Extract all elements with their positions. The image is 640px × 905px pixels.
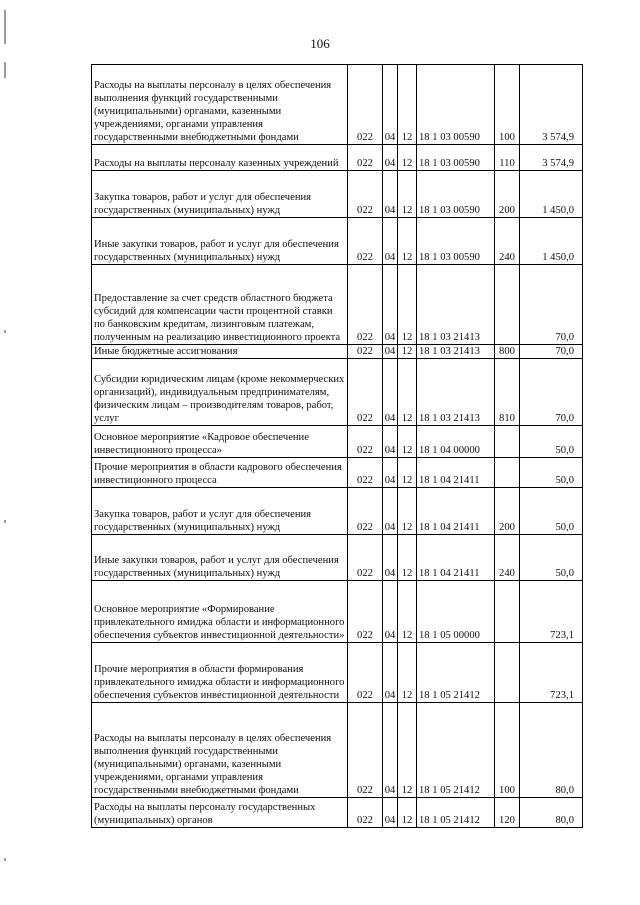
section-code-cell: 04	[383, 581, 398, 643]
amount-cell: 80,0	[520, 703, 583, 798]
ministry-code-cell: 022	[348, 345, 383, 359]
table-row	[92, 218, 583, 265]
section-code-cell: 04	[383, 265, 398, 345]
expenditure-name-cell: Прочие мероприятия в области формирования привлекательного имиджа области и информационного обеспечения субъектов инвестиционной деятельности	[92, 643, 348, 703]
expense-type-cell: 800	[495, 345, 520, 359]
amount-cell: 80,0	[520, 798, 583, 828]
subsection-code-cell: 12	[398, 265, 417, 345]
subsection-code-cell: 12	[398, 65, 417, 145]
expense-type-cell	[495, 458, 520, 488]
ministry-code-cell: 022	[348, 65, 383, 145]
amount-cell: 50,0	[520, 488, 583, 535]
expenditure-name-cell: Основное мероприятие «Кадровое обеспечение инвестиционного процесса»	[92, 426, 348, 458]
subsection-code-cell: 12	[398, 359, 417, 426]
target-article-cell: 18 1 05 00000	[417, 581, 495, 643]
expense-type-cell: 110	[495, 145, 520, 171]
target-article-cell: 18 1 04 21411	[417, 535, 495, 581]
subsection-code-cell: 12	[398, 703, 417, 798]
subsection-code-cell: 12	[398, 798, 417, 828]
expenditure-name-cell: Иные бюджетные ассигнования	[92, 345, 348, 359]
section-code-cell: 04	[383, 703, 398, 798]
ministry-code-cell: 022	[348, 535, 383, 581]
table-row	[92, 535, 583, 581]
section-code-cell: 04	[383, 798, 398, 828]
expenditure-name-cell: Предоставление за счет средств областного бюджета субсидий для компенсации части процентной ставки по банковским кредитам, лизинговым платежам, полученным на реализацию инвестиционного проекта	[92, 265, 348, 345]
section-code-cell: 04	[383, 218, 398, 265]
section-code-cell: 04	[383, 65, 398, 145]
section-code-cell: 04	[383, 458, 398, 488]
expenditure-name-cell: Закупка товаров, работ и услуг для обеспечения государственных (муниципальных) нужд	[92, 171, 348, 218]
ministry-code-cell: 022	[348, 458, 383, 488]
expense-type-cell: 100	[495, 65, 520, 145]
ministry-code-cell: 022	[348, 359, 383, 426]
budget-expenditure-table	[91, 64, 583, 828]
subsection-code-cell: 12	[398, 581, 417, 643]
ministry-code-cell: 022	[348, 643, 383, 703]
ministry-code-cell: 022	[348, 703, 383, 798]
table-row	[92, 703, 583, 798]
subsection-code-cell: 12	[398, 171, 417, 218]
amount-cell: 70,0	[520, 265, 583, 345]
subsection-code-cell: 12	[398, 218, 417, 265]
subsection-code-cell: 12	[398, 345, 417, 359]
scan-edge-marks	[4, 0, 10, 905]
ministry-code-cell: 022	[348, 581, 383, 643]
expenditure-name-cell: Расходы на выплаты персоналу государственных (муниципальных) органов	[92, 798, 348, 828]
expenditure-name-cell: Расходы на выплаты персоналу в целях обеспечения выполнения функций государственными (муниципальными) органами, казенными учреждениями, органами управления государственными внебюджетными фондами	[92, 65, 348, 145]
target-article-cell: 18 1 05 21412	[417, 798, 495, 828]
section-code-cell: 04	[383, 359, 398, 426]
target-article-cell: 18 1 04 21411	[417, 488, 495, 535]
amount-cell: 1 450,0	[520, 171, 583, 218]
table-body	[92, 65, 583, 828]
table-row	[92, 581, 583, 643]
expense-type-cell: 100	[495, 703, 520, 798]
amount-cell: 50,0	[520, 458, 583, 488]
ministry-code-cell: 022	[348, 265, 383, 345]
section-code-cell: 04	[383, 488, 398, 535]
table-row	[92, 345, 583, 359]
target-article-cell: 18 1 05 21412	[417, 643, 495, 703]
ministry-code-cell: 022	[348, 218, 383, 265]
table-row	[92, 265, 583, 345]
expenditure-name-cell: Закупка товаров, работ и услуг для обеспечения государственных (муниципальных) нужд	[92, 488, 348, 535]
ministry-code-cell: 022	[348, 171, 383, 218]
section-code-cell: 04	[383, 426, 398, 458]
expense-type-cell: 810	[495, 359, 520, 426]
amount-cell: 50,0	[520, 535, 583, 581]
section-code-cell: 04	[383, 171, 398, 218]
amount-cell: 70,0	[520, 345, 583, 359]
target-article-cell: 18 1 03 21413	[417, 359, 495, 426]
expenditure-name-cell: Иные закупки товаров, работ и услуг для обеспечения государственных (муниципальных) нужд	[92, 218, 348, 265]
expense-type-cell: 240	[495, 218, 520, 265]
target-article-cell: 18 1 04 21411	[417, 458, 495, 488]
section-code-cell: 04	[383, 345, 398, 359]
expense-type-cell: 120	[495, 798, 520, 828]
expense-type-cell	[495, 581, 520, 643]
target-article-cell: 18 1 03 00590	[417, 218, 495, 265]
amount-cell: 723,1	[520, 581, 583, 643]
subsection-code-cell: 12	[398, 488, 417, 535]
target-article-cell: 18 1 03 21413	[417, 345, 495, 359]
subsection-code-cell: 12	[398, 426, 417, 458]
table-row	[92, 426, 583, 458]
target-article-cell: 18 1 03 00590	[417, 65, 495, 145]
amount-cell: 50,0	[520, 426, 583, 458]
target-article-cell: 18 1 03 00590	[417, 145, 495, 171]
expense-type-cell: 240	[495, 535, 520, 581]
ministry-code-cell: 022	[348, 488, 383, 535]
table-row	[92, 643, 583, 703]
amount-cell: 1 450,0	[520, 218, 583, 265]
page-number: 106	[310, 36, 330, 51]
expenditure-name-cell: Субсидии юридическим лицам (кроме некоммерческих организаций), индивидуальным предпринимателям, физическим лицам – производителям товаров, работ, услуг	[92, 359, 348, 426]
section-code-cell: 04	[383, 535, 398, 581]
table-row	[92, 798, 583, 828]
table-row	[92, 171, 583, 218]
amount-cell: 3 574,9	[520, 65, 583, 145]
table-row	[92, 359, 583, 426]
amount-cell: 3 574,9	[520, 145, 583, 171]
subsection-code-cell: 12	[398, 643, 417, 703]
target-article-cell: 18 1 03 00590	[417, 171, 495, 218]
target-article-cell: 18 1 04 00000	[417, 426, 495, 458]
ministry-code-cell: 022	[348, 145, 383, 171]
expense-type-cell	[495, 643, 520, 703]
table-row	[92, 458, 583, 488]
subsection-code-cell: 12	[398, 145, 417, 171]
section-code-cell: 04	[383, 145, 398, 171]
subsection-code-cell: 12	[398, 458, 417, 488]
expense-type-cell: 200	[495, 171, 520, 218]
expense-type-cell	[495, 265, 520, 345]
target-article-cell: 18 1 05 21412	[417, 703, 495, 798]
expenditure-name-cell: Основное мероприятие «Формирование привлекательного имиджа области и информационного обеспечения субъектов инвестиционной деятельности»	[92, 581, 348, 643]
section-code-cell: 04	[383, 643, 398, 703]
expenditure-name-cell: Расходы на выплаты персоналу в целях обеспечения выполнения функций государственными (муниципальными) органами, казенными учреждениями, органами управления государственными внебюджетными фондами	[92, 703, 348, 798]
amount-cell: 723,1	[520, 643, 583, 703]
expenditure-name-cell: Прочие мероприятия в области кадрового обеспечения инвестиционного процесса	[92, 458, 348, 488]
expenditure-name-cell: Иные закупки товаров, работ и услуг для обеспечения государственных (муниципальных) нужд	[92, 535, 348, 581]
table-row	[92, 145, 583, 171]
expenditure-name-cell: Расходы на выплаты персоналу казенных учреждений	[92, 145, 348, 171]
expense-type-cell: 200	[495, 488, 520, 535]
amount-cell: 70,0	[520, 359, 583, 426]
table-row	[92, 488, 583, 535]
target-article-cell: 18 1 03 21413	[417, 265, 495, 345]
expense-type-cell	[495, 426, 520, 458]
ministry-code-cell: 022	[348, 426, 383, 458]
ministry-code-cell: 022	[348, 798, 383, 828]
table-row	[92, 65, 583, 145]
subsection-code-cell: 12	[398, 535, 417, 581]
